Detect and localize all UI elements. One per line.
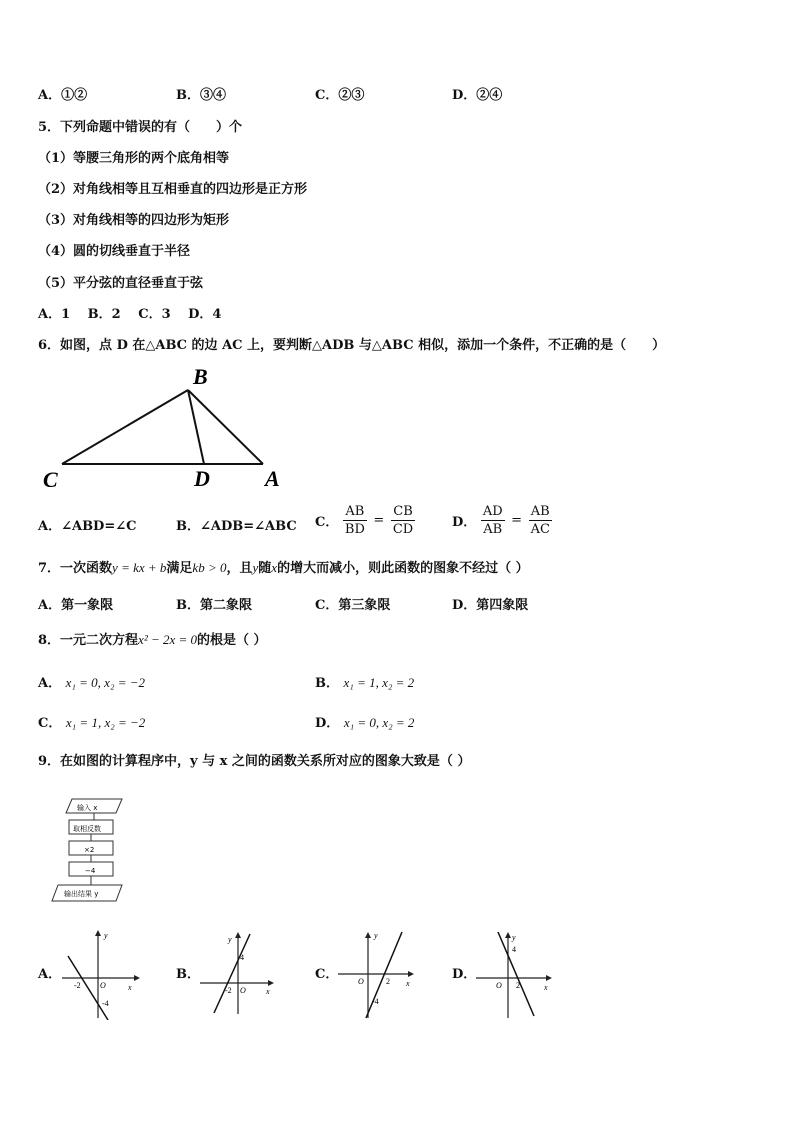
- q8-option-b: [315, 672, 414, 691]
- q7-var-x: x: [271, 560, 278, 575]
- tick-label: -4: [372, 997, 379, 1006]
- denominator: AB: [483, 522, 503, 537]
- q8-option-b-label: B．: [315, 676, 339, 691]
- origin-label: O: [240, 986, 246, 995]
- numerator: CB: [391, 503, 415, 521]
- x-label: x: [128, 983, 132, 992]
- y-axis-arrow: [235, 932, 241, 938]
- q8-stem-post: 的根是（ ）: [197, 633, 267, 648]
- q7-stem-mid3: 随: [258, 561, 272, 576]
- x-label: x: [406, 979, 410, 988]
- q6-option-d-label: D．: [452, 515, 477, 530]
- q8-option-d-value: x₁ = 0, x₂ = 2: [343, 715, 415, 730]
- q8-stem-pre: 8．一元二次方程: [38, 633, 139, 648]
- x-label: x: [544, 983, 548, 992]
- q5-item-4: （4）圆的切线垂直于半径: [38, 244, 191, 259]
- q9-option-a-label: A．: [38, 967, 62, 982]
- q7-formula: y = kx + b: [112, 560, 167, 575]
- label-d: D: [194, 466, 210, 491]
- y-label: y: [374, 931, 378, 940]
- y-axis-arrow: [365, 932, 371, 938]
- q7-stem: [38, 557, 529, 576]
- equals-sign: =: [511, 513, 523, 528]
- fraction-ad-ab: [481, 503, 505, 538]
- q6-option-c: [315, 503, 415, 538]
- q8-option-b-value: x₁ = 1, x₂ = 2: [343, 675, 415, 690]
- q5-stem: 5．下列命题中错误的有（ ）个: [38, 120, 243, 135]
- function-line: [498, 932, 534, 1016]
- tick-label: 2: [386, 977, 390, 986]
- q7-stem-mid: 满足: [166, 561, 193, 576]
- origin-label: O: [496, 981, 502, 990]
- q9-graph-d: [474, 928, 556, 1020]
- x-label: x: [266, 987, 270, 996]
- label-a: A: [265, 466, 280, 491]
- origin-label: O: [100, 981, 106, 990]
- fraction-cb-cd: [391, 503, 415, 538]
- flow-step-output: 输出结果 y: [64, 890, 99, 898]
- tick-label: -2: [225, 986, 232, 995]
- q6-stem: 6．如图，点 D 在△ABC 的边 AC 上，要判断△ADB 与△ABC 相似，添加一个条件，不正确的是（ ）: [38, 338, 666, 353]
- q7-var-y: y: [252, 560, 259, 575]
- q4-option-c: C．②③: [315, 88, 365, 103]
- q8-option-d-label: D．: [315, 716, 340, 731]
- flow-step-minus4: −4: [85, 867, 96, 875]
- y-axis-arrow: [95, 930, 101, 936]
- q9-flowchart: [50, 795, 130, 907]
- q9-graph-b: [198, 928, 278, 1020]
- segment-bd: [188, 390, 204, 464]
- q9-option-b-label: B．: [176, 967, 200, 982]
- q8-option-c: [38, 712, 145, 731]
- q6-option-c-label: C．: [315, 515, 339, 530]
- q8-formula: x² − 2x = 0: [138, 632, 198, 647]
- q5-item-2: （2）对角线相等且互相垂直的四边形是正方形: [38, 182, 308, 197]
- q7-option-d: D．第四象限: [452, 598, 529, 613]
- q6-option-a: A．∠ABD=∠C: [38, 519, 137, 534]
- flow-step-input: 输入 x: [77, 804, 98, 812]
- tick-label: -4: [102, 999, 109, 1008]
- fraction-ab-ac: [529, 503, 552, 538]
- q7-option-a: A．第一象限: [38, 598, 114, 613]
- function-line: [214, 934, 250, 1013]
- q9-graph-a: [60, 928, 140, 1020]
- q4-option-b: B．③④: [176, 88, 226, 103]
- q7-stem-mid2: ，且: [226, 561, 253, 576]
- x-axis-arrow: [134, 975, 140, 981]
- equals-sign: =: [373, 513, 385, 528]
- q5-options: A．1 B．2 C．3 D．4: [38, 307, 222, 322]
- q7-stem-pre: 7．一次函数: [38, 561, 113, 576]
- q5-item-3: （3）对角线相等的四边形为矩形: [38, 213, 230, 228]
- q8-option-a: [38, 672, 145, 691]
- q6-triangle-figure: [38, 364, 298, 494]
- q4-option-a: A．①②: [38, 88, 88, 103]
- q7-option-b: B．第二象限: [176, 598, 252, 613]
- q9-graph-c: [336, 928, 418, 1020]
- q4-option-d: D．②④: [452, 88, 503, 103]
- flow-step-negate: 取相反数: [73, 825, 101, 833]
- q6-option-d: [452, 503, 552, 538]
- fraction-ab-bd: [343, 503, 367, 538]
- q8-option-d: [315, 712, 414, 731]
- tick-label: -2: [74, 981, 81, 990]
- y-label: y: [228, 935, 232, 944]
- q9-option-c-label: C．: [315, 967, 339, 982]
- tick-label: 4: [240, 953, 244, 962]
- q5-item-1: （1）等腰三角形的两个底角相等: [38, 151, 230, 166]
- q8-option-a-value: x₁ = 0, x₂ = −2: [65, 675, 146, 690]
- q6-option-b: B．∠ADB=∠ABC: [176, 519, 297, 534]
- label-c: C: [43, 467, 58, 492]
- tick-label: 2: [516, 981, 520, 990]
- numerator: AB: [529, 503, 552, 521]
- x-axis-arrow: [408, 971, 414, 977]
- denominator: BD: [344, 522, 365, 537]
- label-b: B: [193, 364, 208, 389]
- q9-stem: 9．在如图的计算程序中，y 与 x 之间的函数关系所对应的图象大致是（ ）: [38, 754, 471, 769]
- q9-option-d-label: D．: [452, 967, 477, 982]
- q7-option-c: C．第三象限: [315, 598, 391, 613]
- q8-option-c-value: x₁ = 1, x₂ = −2: [65, 715, 146, 730]
- q7-stem-post: 的增大而减小，则此函数的图象不经过（ ）: [277, 561, 529, 576]
- segment-cb: [62, 390, 188, 464]
- denominator: CD: [392, 522, 414, 537]
- flow-step-times2: ×2: [84, 846, 95, 854]
- numerator: AB: [343, 503, 367, 521]
- tick-label: 4: [512, 945, 516, 954]
- x-axis-arrow: [546, 975, 552, 981]
- q8-option-c-label: C．: [38, 716, 62, 731]
- y-axis-arrow: [505, 932, 511, 938]
- x-axis-arrow: [268, 980, 274, 986]
- q5-item-5: （5）平分弦的直径垂直于弦: [38, 276, 204, 291]
- q8-stem: [38, 629, 267, 648]
- segment-ba: [188, 390, 263, 464]
- y-label: y: [512, 933, 516, 942]
- q8-option-a-label: A．: [38, 676, 62, 691]
- q7-condition: kb > 0: [192, 560, 227, 575]
- denominator: AC: [530, 522, 550, 537]
- y-label: y: [104, 931, 108, 940]
- origin-label: O: [358, 977, 364, 986]
- numerator: AD: [482, 504, 503, 519]
